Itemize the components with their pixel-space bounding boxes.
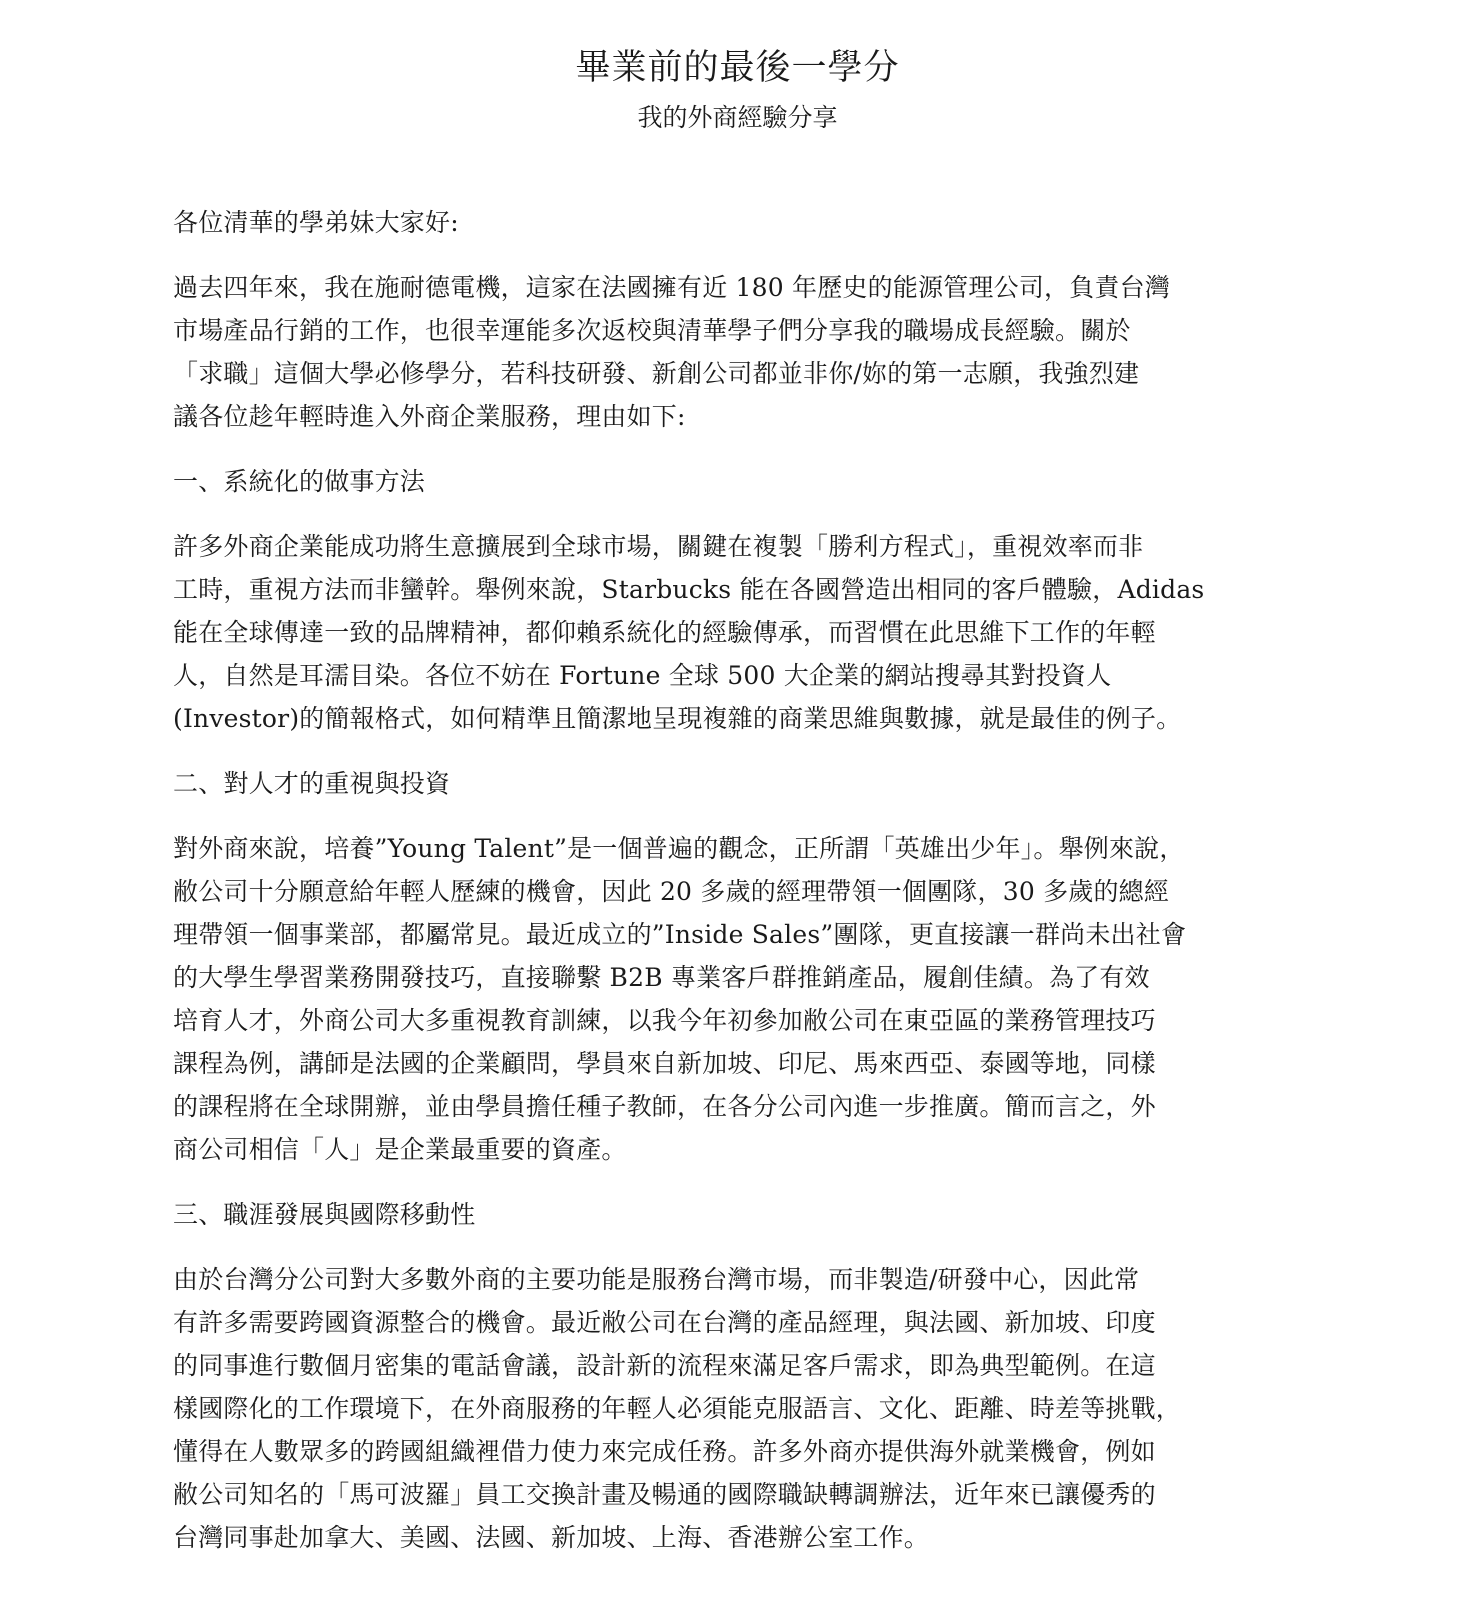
section2-line: 理帶領一個事業部，都屬常見。最近成立的”Inside Sales”團隊，更直接讓一群尚未出社會 xyxy=(173,920,1187,949)
document-body xyxy=(173,201,1298,1581)
intro-line: 過去四年來，我在施耐德電機，這家在法國擁有近 180 年歷史的能源管理公司，負責台灣 xyxy=(173,273,1171,302)
greeting: 各位清華的學弟妹大家好: xyxy=(173,208,459,237)
section2-line: 敝公司十分願意給年輕人歷練的機會，因此 20 多歲的經理帶領一個團隊，30 多歲的總經 xyxy=(173,877,1170,906)
section2-heading: 二、對人才的重視與投資 xyxy=(173,769,451,798)
section3-line: 台灣同事赴加拿大、美國、法國、新加坡、上海、香港辦公室工作。 xyxy=(173,1523,930,1552)
section3-line: 樣國際化的工作環境下，在外商服務的年輕人必須能克服語言、文化、距離、時差等挑戰， xyxy=(173,1394,1182,1423)
section2-line: 課程為例，講師是法國的企業顧問，學員來自新加坡、印尼、馬來西亞、泰國等地，同樣 xyxy=(173,1049,1156,1078)
section1-line: 能在全球傳達一致的品牌精神，都仰賴系統化的經驗傳承，而習慣在此思維下工作的年輕 xyxy=(173,618,1156,647)
section1-line: 工時，重視方法而非蠻幹。舉例來說，Starbucks 能在各國營造出相同的客戶體驗，Adidas xyxy=(173,575,1205,604)
section3-paragraph xyxy=(173,1258,1298,1559)
section3-line: 由於台灣分公司對大多數外商的主要功能是服務台灣市場，而非製造/研發中心，因此常 xyxy=(173,1265,1140,1294)
section3-line: 的同事進行數個月密集的電話會議，設計新的流程來滿足客戶需求，即為典型範例。在這 xyxy=(173,1351,1156,1380)
page-title: 畢業前的最後一學分 xyxy=(575,48,900,88)
section2-line: 商公司相信「人」是企業最重要的資產。 xyxy=(173,1135,627,1164)
section3-line: 懂得在人數眾多的跨國組織裡借力使力來完成任務。許多外商亦提供海外就業機會，例如 xyxy=(173,1437,1156,1466)
section1-heading: 一、系統化的做事方法 xyxy=(173,467,426,496)
intro-line: 市場產品行銷的工作，也很幸運能多次返校與清華學子們分享我的職場成長經驗。關於 xyxy=(173,316,1131,345)
section3-line: 有許多需要跨國資源整合的機會。最近敝公司在台灣的產品經理，與法國、新加坡、印度 xyxy=(173,1308,1156,1337)
section2-paragraph xyxy=(173,827,1298,1171)
intro-line: 「求職」這個大學必修學分，若科技研發、新創公司都並非你/妳的第一志願，我強烈建 xyxy=(173,359,1140,388)
section1-paragraph xyxy=(173,525,1298,740)
section2-line: 的課程將在全球開辦，並由學員擔任種子教師，在各分公司內進一步推廣。簡而言之，外 xyxy=(173,1092,1156,1121)
page-subtitle: 我的外商經驗分享 xyxy=(637,103,838,132)
section1-line: (Investor)的簡報格式，如何精準且簡潔地呈現複雜的商業思維與數據，就是最佳的例子。 xyxy=(173,704,1182,733)
section3-heading: 三、職涯發展與國際移動性 xyxy=(173,1200,476,1229)
section2-line: 的大學生學習業務開發技巧，直接聯繫 B2B 專業客戶群推銷產品，履創佳績。為了有效 xyxy=(173,963,1150,992)
section2-line: 對外商來說，培養”Young Talent”是一個普遍的觀念，正所謂「英雄出少年」。舉例來說， xyxy=(173,834,1185,863)
section2-line: 培育人才，外商公司大多重視教育訓練，以我今年初參加敝公司在東亞區的業務管理技巧 xyxy=(173,1006,1156,1035)
section1-line: 人，自然是耳濡目染。各位不妨在 Fortune 全球 500 大企業的網站搜尋其對投資人 xyxy=(173,661,1112,690)
intro-line: 議各位趁年輕時進入外商企業服務，理由如下: xyxy=(173,402,686,431)
section1-line: 許多外商企業能成功將生意擴展到全球市場，關鍵在複製「勝利方程式」，重視效率而非 xyxy=(173,532,1144,561)
intro-paragraph xyxy=(173,266,1298,438)
section3-line: 敝公司知名的「馬可波羅」員工交換計畫及暢通的國際職缺轉調辦法，近年來已讓優秀的 xyxy=(173,1480,1156,1509)
